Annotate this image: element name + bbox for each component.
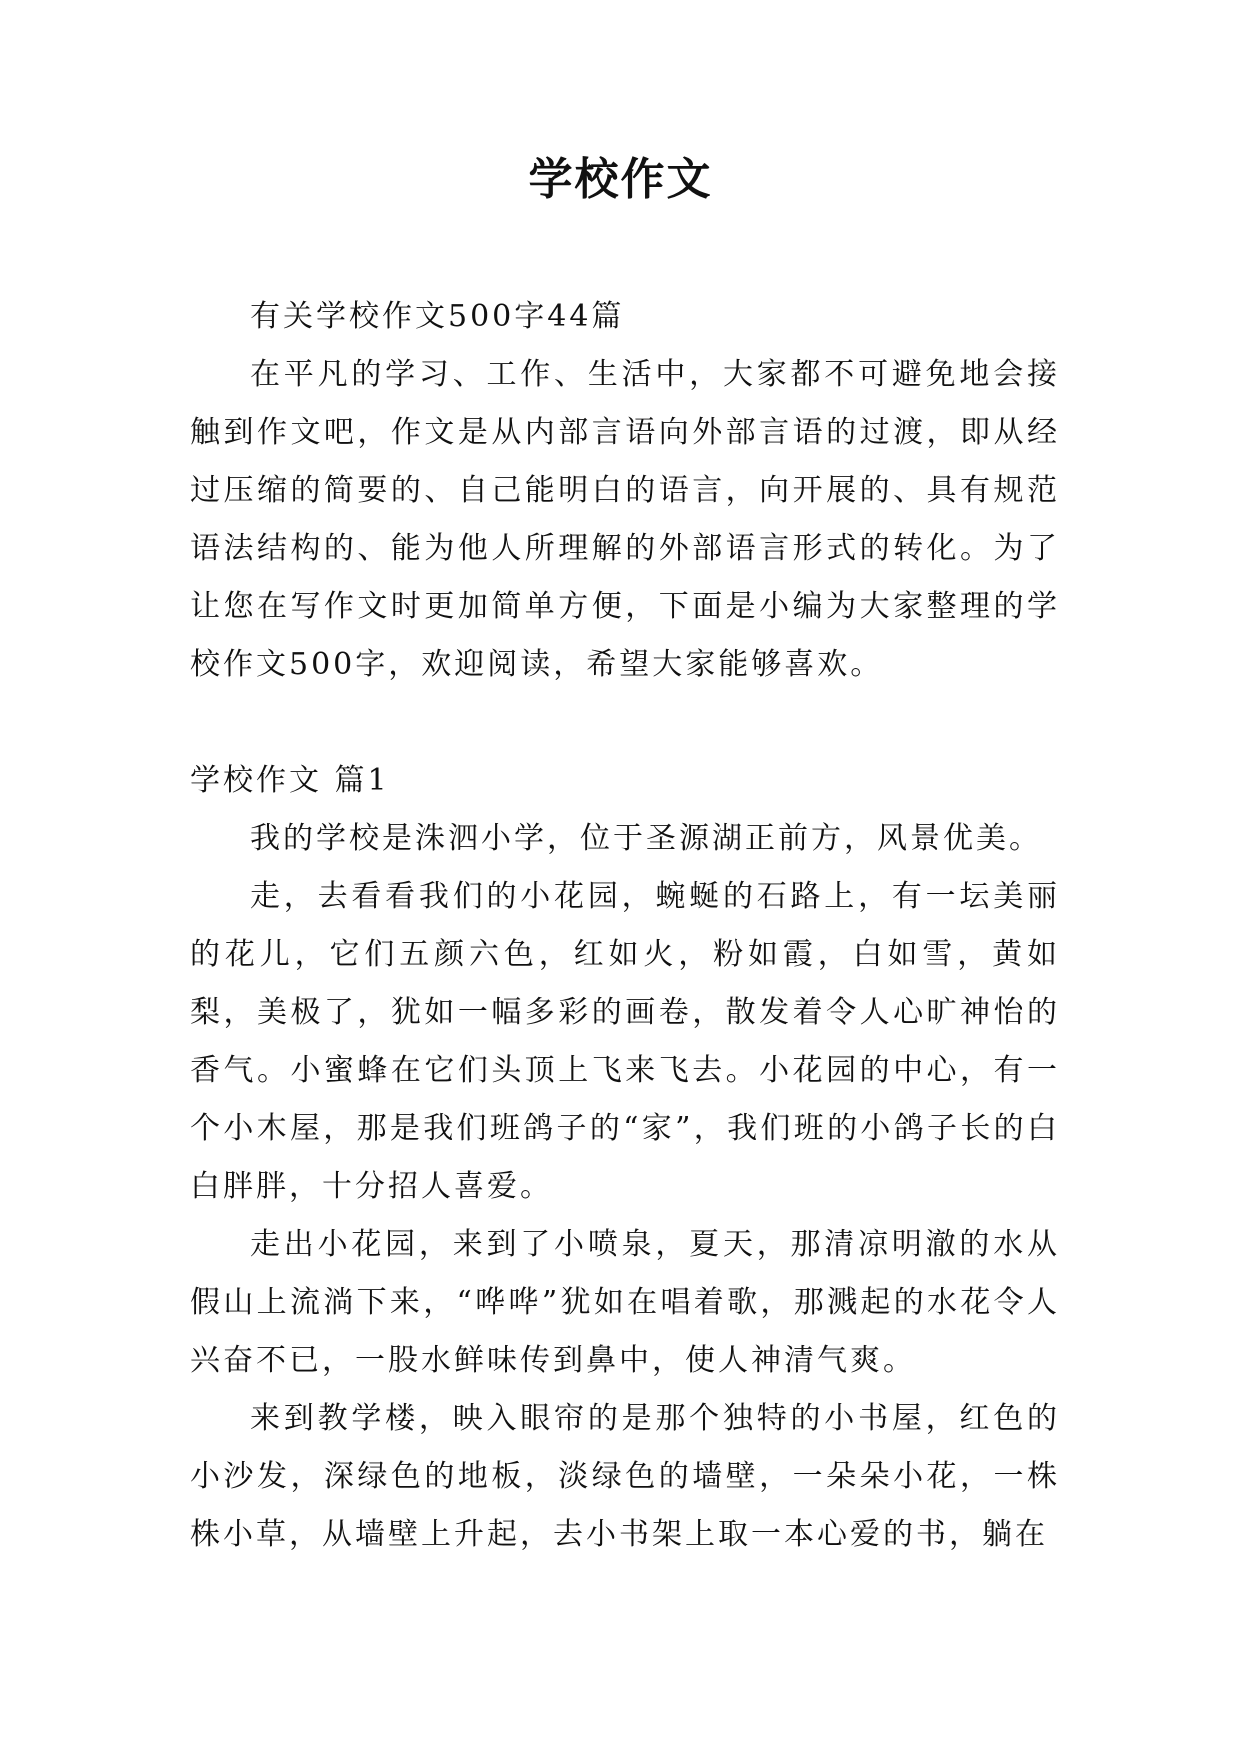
document-body xyxy=(190,288,1060,1564)
document-subtitle: 有关学校作文500字44篇 xyxy=(250,299,625,334)
section-heading: 学校作文 篇1 xyxy=(190,763,390,798)
body-paragraph: 走，去看看我们的小花园，蜿蜒的石路上，有一坛美丽的花儿，它们五颜六色，红如火，粉如霞，白如雪，黄如梨，美极了，犹如一幅多彩的画卷，散发着令人心旷神怡的香气。小蜜蜂在它们头顶上飞来飞去。小花园的中心，有一个小木屋，那是我们班鸽子的“家”，我们班的小鸽子长的白白胖胖，十分招人喜爱。 xyxy=(190,879,1060,1204)
body-paragraph: 我的学校是洙泗小学，位于圣源湖正前方，风景优美。 xyxy=(250,821,1042,856)
body-paragraph: 走出小花园，来到了小喷泉，夏天，那清凉明澈的水从假山上流淌下来，“哗哗”犹如在唱着歌，那溅起的水花令人兴奋不已，一股水鲜味传到鼻中，使人神清气爽。 xyxy=(190,1227,1060,1378)
document-title: 学校作文 xyxy=(528,154,713,205)
body-paragraph: 来到教学楼，映入眼帘的是那个独特的小书屋，红色的小沙发，深绿色的地板，淡绿色的墙壁，一朵朵小花，一株株小草，从墙壁上升起，去小书架上取一本心爱的书，躺在 xyxy=(190,1401,1060,1552)
intro-paragraph: 在平凡的学习、工作、生活中，大家都不可避免地会接触到作文吧，作文是从内部言语向外部言语的过渡，即从经过压缩的简要的、自己能明白的语言，向开展的、具有规范语法结构的、能为他人所理解的外部语言形式的转化。为了让您在写作文时更加简单方便，下面是小编为大家整理的学校作文500字，欢迎阅读，希望大家能够喜欢。 xyxy=(190,357,1060,682)
